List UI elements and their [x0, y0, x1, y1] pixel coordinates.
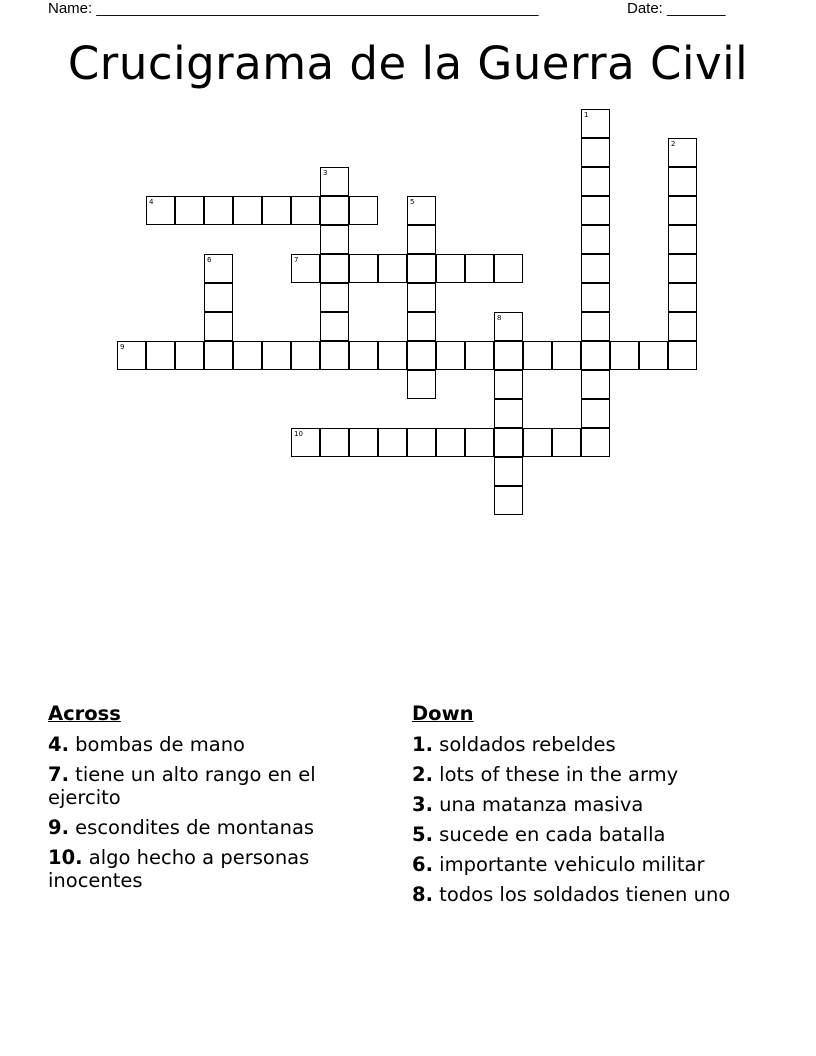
clue-number-label: 10.: [48, 846, 83, 869]
crossword-cell[interactable]: [668, 167, 697, 196]
crossword-cell[interactable]: [320, 254, 349, 283]
crossword-cell[interactable]: [262, 341, 291, 370]
clue-number: 3: [323, 169, 328, 177]
clue-number-label: 5.: [412, 823, 433, 846]
crossword-cell[interactable]: [320, 428, 349, 457]
name-field-label[interactable]: Name: _____________________________________________________: [48, 0, 539, 17]
crossword-cell[interactable]: [465, 341, 494, 370]
crossword-cell[interactable]: [407, 196, 436, 225]
crossword-cell[interactable]: [378, 341, 407, 370]
clue-number: 4: [149, 198, 154, 206]
down-clue: [412, 733, 752, 756]
across-clues: [48, 702, 368, 899]
crossword-cell[interactable]: [465, 254, 494, 283]
crossword-cell[interactable]: [204, 254, 233, 283]
crossword-cell[interactable]: [407, 370, 436, 399]
crossword-cell[interactable]: [407, 428, 436, 457]
clue-text: sucede en cada batalla: [432, 823, 666, 846]
clue-text: escondites de montanas: [68, 816, 315, 839]
crossword-cell[interactable]: [436, 428, 465, 457]
page-title: Crucigrama de la Guerra Civil: [67, 37, 749, 90]
crossword-cell[interactable]: [494, 486, 523, 515]
crossword-cell[interactable]: [581, 283, 610, 312]
down-clue: [412, 883, 752, 906]
across-clue: [48, 763, 368, 809]
crossword-cell[interactable]: [320, 341, 349, 370]
crossword-cell[interactable]: [407, 254, 436, 283]
crossword-cell[interactable]: [378, 254, 407, 283]
crossword-cell[interactable]: [378, 428, 407, 457]
crossword-cell[interactable]: [494, 457, 523, 486]
clue-number-label: 4.: [48, 733, 69, 756]
down-clue: [412, 853, 752, 876]
crossword-cell[interactable]: [581, 254, 610, 283]
clue-number-label: 3.: [412, 793, 433, 816]
clue-number: 2: [671, 140, 676, 148]
crossword-cell[interactable]: [436, 254, 465, 283]
crossword-cell[interactable]: [581, 109, 610, 138]
crossword-cell[interactable]: [291, 341, 320, 370]
crossword-cell[interactable]: [349, 428, 378, 457]
clue-number: 10: [294, 430, 303, 438]
crossword-cell[interactable]: [407, 341, 436, 370]
crossword-cell[interactable]: [581, 399, 610, 428]
clue-number: 7: [294, 256, 299, 264]
clue-number-label: 1.: [412, 733, 433, 756]
down-clue-list: [412, 733, 752, 906]
crossword-cell[interactable]: [117, 341, 146, 370]
crossword-cell[interactable]: [407, 283, 436, 312]
clue-text: importante vehiculo militar: [432, 853, 705, 876]
crossword-cell[interactable]: [204, 341, 233, 370]
crossword-cell[interactable]: [320, 196, 349, 225]
clue-text: lots of these in the army: [432, 763, 679, 786]
crossword-cell[interactable]: [204, 283, 233, 312]
crossword-cell[interactable]: [494, 312, 523, 341]
down-clue: [412, 793, 752, 816]
crossword-cell[interactable]: [494, 370, 523, 399]
crossword-cell[interactable]: [668, 283, 697, 312]
clue-number: 5: [410, 198, 415, 206]
crossword-cell[interactable]: [494, 341, 523, 370]
crossword-cell[interactable]: [523, 428, 552, 457]
crossword-cell[interactable]: [262, 196, 291, 225]
crossword-cell[interactable]: [494, 254, 523, 283]
crossword-cell[interactable]: [146, 341, 175, 370]
crossword-cell[interactable]: [465, 428, 494, 457]
crossword-cell[interactable]: [349, 254, 378, 283]
crossword-cell[interactable]: [581, 428, 610, 457]
across-clue: [48, 816, 368, 839]
crossword-cell[interactable]: [291, 428, 320, 457]
crossword-cell[interactable]: [581, 167, 610, 196]
clue-text: soldados rebeldes: [432, 733, 616, 756]
crossword-cell[interactable]: [581, 312, 610, 341]
crossword-cell[interactable]: [233, 341, 262, 370]
crossword-cell[interactable]: [146, 196, 175, 225]
clue-text: una matanza masiva: [432, 793, 644, 816]
crossword-cell[interactable]: [668, 254, 697, 283]
crossword-cell[interactable]: [668, 312, 697, 341]
crossword-cell[interactable]: [494, 428, 523, 457]
clue-number-label: 9.: [48, 816, 69, 839]
down-clues: [412, 702, 752, 913]
crossword-cell[interactable]: [291, 254, 320, 283]
date-field-label[interactable]: Date: _______: [627, 0, 726, 17]
clue-text: algo hecho a personas inocentes: [48, 846, 310, 892]
crossword-cell[interactable]: [552, 428, 581, 457]
clue-number-label: 6.: [412, 853, 433, 876]
crossword-cell[interactable]: [349, 341, 378, 370]
clue-number-label: 2.: [412, 763, 433, 786]
clue-number-label: 7.: [48, 763, 69, 786]
crossword-cell[interactable]: [204, 312, 233, 341]
crossword-cell[interactable]: [581, 370, 610, 399]
down-clue: [412, 763, 752, 786]
crossword-cell[interactable]: [407, 312, 436, 341]
crossword-cell[interactable]: [552, 341, 581, 370]
clue-number: 1: [584, 111, 589, 119]
crossword-cell[interactable]: [291, 196, 320, 225]
crossword-cell[interactable]: [668, 341, 697, 370]
down-heading: Down: [412, 702, 474, 725]
crossword-cell[interactable]: [320, 225, 349, 254]
clue-text: bombas de mano: [68, 733, 245, 756]
clue-text: tiene un alto rango en el ejercito: [48, 763, 316, 809]
clue-number: 8: [497, 314, 502, 322]
crossword-cell[interactable]: [581, 341, 610, 370]
crossword-cell[interactable]: [204, 196, 233, 225]
across-clue: [48, 733, 368, 756]
crossword-cell[interactable]: [668, 138, 697, 167]
crossword-cell[interactable]: [610, 341, 639, 370]
clue-text: todos los soldados tienen uno: [432, 883, 731, 906]
crossword-cell[interactable]: [581, 138, 610, 167]
clue-number-label: 8.: [412, 883, 433, 906]
across-heading: Across: [48, 702, 121, 725]
crossword-cell[interactable]: [175, 196, 204, 225]
crossword-cell[interactable]: [320, 283, 349, 312]
crossword-cell[interactable]: [668, 225, 697, 254]
across-clue-list: [48, 733, 368, 892]
crossword-cell[interactable]: [233, 196, 262, 225]
crossword-cell[interactable]: [639, 341, 668, 370]
crossword-cell[interactable]: [436, 341, 465, 370]
crossword-cell[interactable]: [349, 196, 378, 225]
clue-number: 6: [207, 256, 212, 264]
crossword-cell[interactable]: [320, 312, 349, 341]
crossword-cell[interactable]: [407, 225, 436, 254]
crossword-cell[interactable]: [320, 167, 349, 196]
clue-number: 9: [120, 343, 125, 351]
crossword-cell[interactable]: [581, 196, 610, 225]
crossword-cell[interactable]: [668, 196, 697, 225]
crossword-cell[interactable]: [175, 341, 204, 370]
crossword-cell[interactable]: [581, 225, 610, 254]
crossword-cell[interactable]: [494, 399, 523, 428]
across-clue: [48, 846, 368, 892]
down-clue: [412, 823, 752, 846]
crossword-cell[interactable]: [523, 341, 552, 370]
